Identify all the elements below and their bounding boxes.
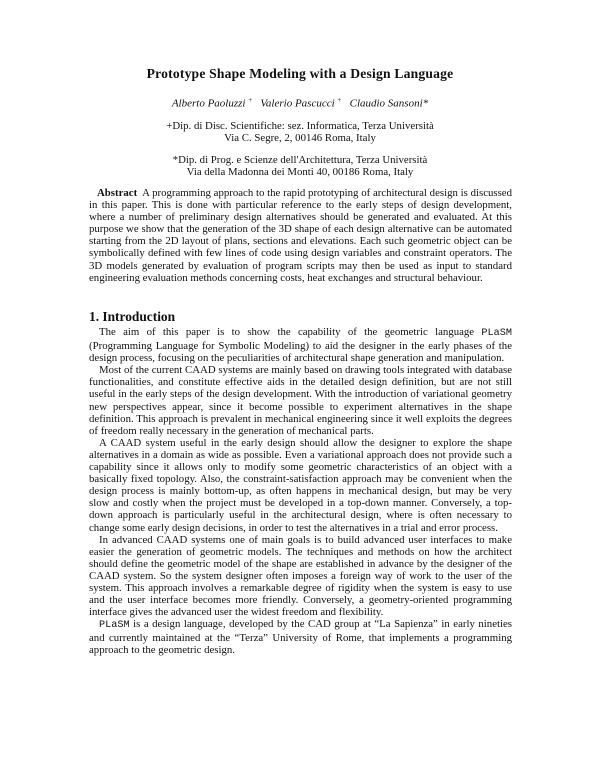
paragraph-5-text: is a design language, developed by the CAD group at “La Sapienza” in early nineties and currently maintained at the “Terza” University of Rome, that implements a programming approach to the geometric design. (89, 618, 512, 657)
affiliation-2 (0, 154, 600, 178)
author-2-affil-mark: + (337, 96, 342, 104)
affiliation-1-line-2: Via C. Segre, 2, 00146 Roma, Italy (224, 132, 376, 144)
plasm-code-term: PLaSM (481, 328, 512, 339)
paragraph-1-text-a: The aim of this paper is to show the capability of the geometric language (99, 326, 475, 338)
affiliation-2-line-1: *Dip. di Prog. e Scienze dell'Architettura, Terza Università (172, 154, 428, 166)
paragraph-4: In advanced CAAD systems one of main goals is to build advanced user interfaces to make easier the generation of geometric models. The techniques and methods on how the architect should define the geometric model of the shape are established in advance by the designer of the CAAD system. So the system designer often imposes a foreign way of work to the user of the system. This approach involves a remarkable degree of rigidity when the system is easy to use and the user interface becomes more friendly. Conversely, a geometry-oriented programming interface gives the advanced user the widest freedom and flexibility. (89, 533, 512, 619)
section-heading-introduction: 1. Introduction (89, 309, 176, 324)
abstract-text: A programming approach to the rapid prototyping of architectural design is discussed in this paper. This is done with particular reference to the early steps of design development, where a number of preliminary design alternatives should be generated and evaluated. At this purpose we show that the generation of the 3D shape of each design alternative can be automated starting from the 2D layout of plans, sections and elevations. Each such geometric object can be symbolically defined with few lines of code using design variables and constraint operators. The 3D models generated by evaluation of program scripts may then be used as input to standard engineering evaluation methods concerning costs, heat exchanges and structural behaviour. (89, 187, 512, 284)
paragraph-2: Most of the current CAAD systems are mainly based on drawing tools integrated with database functionalities, and constitute effective aids in the detailed design definition, but are not still useful in the early steps of the design development. With the introduction of variational geometry new perspectives appear, since it become possible to experiment alternatives in the shape definition. This approach is prevalent in mechanical engineering since it well exploits the degrees of freedom really necessary in the generation of mechanical parts. (89, 364, 512, 437)
affiliation-1-line-1: +Dip. di Disc. Scientifiche: sez. Informatica, Terza Università (166, 120, 434, 132)
section-body-introduction (89, 326, 512, 657)
paragraph-1 (89, 326, 512, 364)
author-1: Alberto Paoluzzi (171, 97, 246, 110)
paper-title: Prototype Shape Modeling with a Design Language (146, 66, 454, 81)
affiliation-1 (0, 120, 600, 144)
author-2: Valerio Pascucci (260, 97, 335, 110)
abstract-label: Abstract (97, 187, 138, 199)
author-3: Claudio Sansoni* (349, 97, 429, 110)
author-1-affil-mark: + (248, 96, 253, 104)
paragraph-1-text-b: (Programming Language for Symbolic Modeling) to aid the designer in the early phases of the design process, focusing on the peculiarities of architectural shape generation and manipulation. (89, 340, 512, 365)
paragraph-3: A CAAD system useful in the early design should allow the designer to explore the shape alternatives in a domain as wide as possible. Even a variational approach does not provide such a capability since it allows only to modify some geometric characteristics of an object with a basically fixed topology. Also, the constraint-satisfaction approach may be convenient when the design process is mainly bottom-up, as often happens in mechanical design, but may be very slow and costly when the project must be developed in a top-down manner. Conversely, a top-down approach is particularly useful in the architectural design, where is often necessary to change some early design decisions, in order to test the alternatives in a trial and error process. (89, 436, 512, 534)
author-line (0, 96, 600, 110)
plasm-code-term: PLaSM (99, 620, 130, 632)
affiliation-2-line-2: Via della Madonna dei Monti 40, 00186 Roma, Italy (186, 166, 414, 178)
paragraph-5 (89, 618, 512, 656)
abstract (89, 187, 512, 284)
